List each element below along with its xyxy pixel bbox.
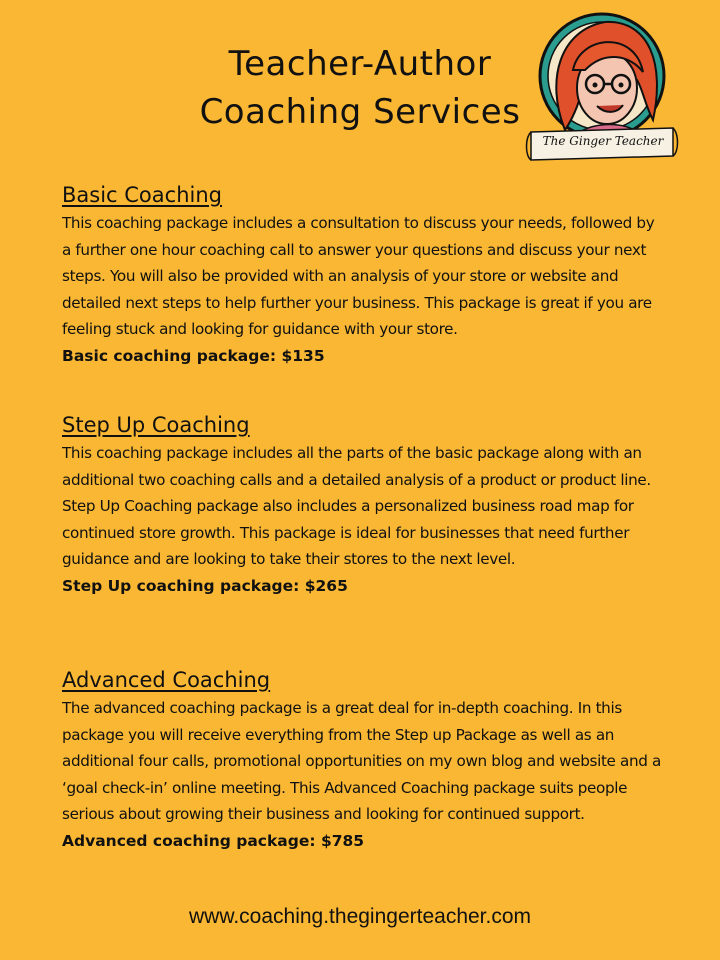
- section-price: Step Up coaching package: $265: [62, 576, 348, 595]
- section-price: Advanced coaching package: $785: [62, 831, 365, 850]
- section-body: The advanced coaching package is a great deal for in-depth coaching. In this package you will receive everything from the Step up Package as well as an additional four calls, promotional opportunities on my own blog and website and a ‘goal check-in’ online meeting. This Advanced Coaching package suits people serious about growing their business and looking for continued support.: [62, 699, 661, 823]
- section-heading: Basic Coaching: [62, 183, 222, 207]
- page-title: [160, 40, 560, 136]
- section-price: Basic coaching package: $135: [62, 346, 325, 365]
- title-line-2: Coaching Services: [199, 92, 521, 132]
- step-up-coaching-section: [62, 410, 662, 599]
- title-line-1: Teacher-Author: [228, 44, 492, 84]
- advanced-coaching-section: [62, 665, 662, 854]
- website-url[interactable]: www.coaching.thegingerteacher.com: [188, 905, 532, 928]
- logo-caption: The Ginger Teacher: [542, 134, 664, 148]
- section-body: This coaching package includes a consultation to discuss your needs, followed by a further one hour coaching call to answer your questions and discuss your next steps. You will also be provided with an analysis of your store or website and detailed next steps to help further your business. This package is great if you are feeling stuck and looking for guidance with your store.: [62, 214, 655, 338]
- basic-coaching-section: [62, 180, 662, 369]
- section-heading: Step Up Coaching: [62, 413, 250, 437]
- section-heading: Advanced Coaching: [62, 668, 271, 692]
- section-body: This coaching package includes all the parts of the basic package along with an additional two coaching calls and a detailed analysis of a product or product line. Step Up Coaching package also includes a personalized business road map for continued store growth. This package is ideal for businesses that need further guidance and are looking to take their stores to the next level.: [62, 444, 651, 568]
- ginger-teacher-logo: [525, 10, 685, 170]
